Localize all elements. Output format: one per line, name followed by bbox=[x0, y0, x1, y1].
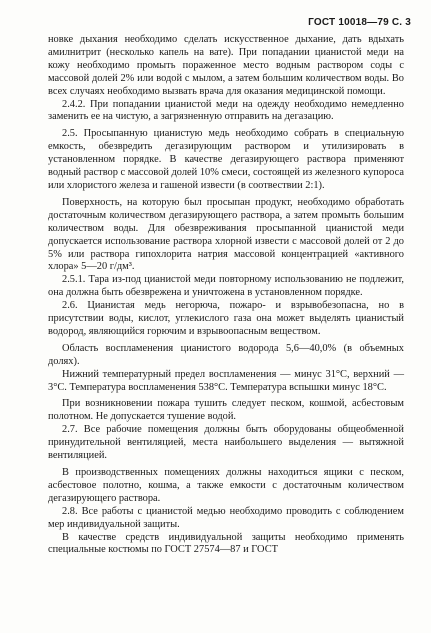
paragraph: 2.8. Все работы с цианистой медью необходимо проводить с соблюдением мер индивидуальной защиты. bbox=[48, 505, 404, 530]
paragraph: 2.6. Цианистая медь негорюча, пожаро- и взрывобезопасна, но в присутствии воды, кислот, углекислого газа она может выделять цианистый водород, являющийся горючим и взрывоопасным веществом. bbox=[48, 300, 404, 337]
paragraph: 2.5. Просыпанную цианистую медь необходимо собрать в специальную емкость, обезвредить дегазирующим раствором и утилизировать в установленном порядке. В качестве дегазирующего раствора применяют водный раствор с массовой долей 10% смеси, состоящей из железного купороса или хлористого железа и гашеной извести (в соотвествии 2:1). bbox=[48, 128, 404, 191]
paragraph: Поверхность, на которую был просыпан продукт, необходимо обработать достаточным количеством дегазирующего раствора, а затем промыть большим количеством воды. Для обезвреживания просыпанной цианистой меди допускается использование раствора хлорной извести с массовой долей от 2 до 5% или раствора гипохлорита натрия массовой концентрацией «активного хлора» 5—20 г/дм³. bbox=[48, 196, 404, 273]
paragraph: В качестве средств индивидуальной защиты необходимо применять специальные костюмы по ГОСТ 27574—87 и ГОСТ bbox=[48, 531, 404, 556]
paragraph: В производственных помещениях должны находиться ящики с песком, асбестовое полотно, кошма, а также емкости с достаточным количеством дегазирующего раствора. bbox=[48, 467, 404, 504]
paragraph: 2.4.2. При попадании цианистой меди на одежду необходимо немедленно заменить ее на чистую, а загрязненную отправить на дегазацию. bbox=[48, 98, 404, 123]
document-body bbox=[48, 34, 404, 557]
page-header: ГОСТ 10018—79 С. 3 bbox=[308, 17, 411, 28]
paragraph: При возникновении пожара тушить следует песком, кошмой, асбестовым полотном. Не допускается тушение водой. bbox=[48, 398, 404, 423]
paragraph: 2.5.1. Тара из-под цианистой меди повторному использованию не подлежит, она должна быть обезврежена и уничтожена в установленном порядке. bbox=[48, 274, 404, 299]
paragraph: 2.7. Все рабочие помещения должны быть оборудованы общеобменной принудительной вентиляцией, места наибольшего выделения — вытяжной вентиляцией. bbox=[48, 424, 404, 462]
paragraph: новке дыхания необходимо сделать искусственное дыхание, дать вдыхать амилнитрит (несколько капель на вате). При попадании цианистой меди на кожу необходимо промыть пораженное место водным раствором соды с массовой долей 2% или водой с мылом, а затем большим количеством воды. Во всех случаях необходимо вызвать врача для оказания медицинской помощи. bbox=[48, 34, 404, 97]
paragraph: Нижний температурный предел воспламенения — минус 31°С, верхний — 3°С. Температура воспламенения 538°С. Температура вспышки минус 18°С. bbox=[48, 368, 404, 393]
paragraph: Область воспламенения цианистого водорода 5,6—40,0% (в объемных долях). bbox=[48, 342, 404, 367]
